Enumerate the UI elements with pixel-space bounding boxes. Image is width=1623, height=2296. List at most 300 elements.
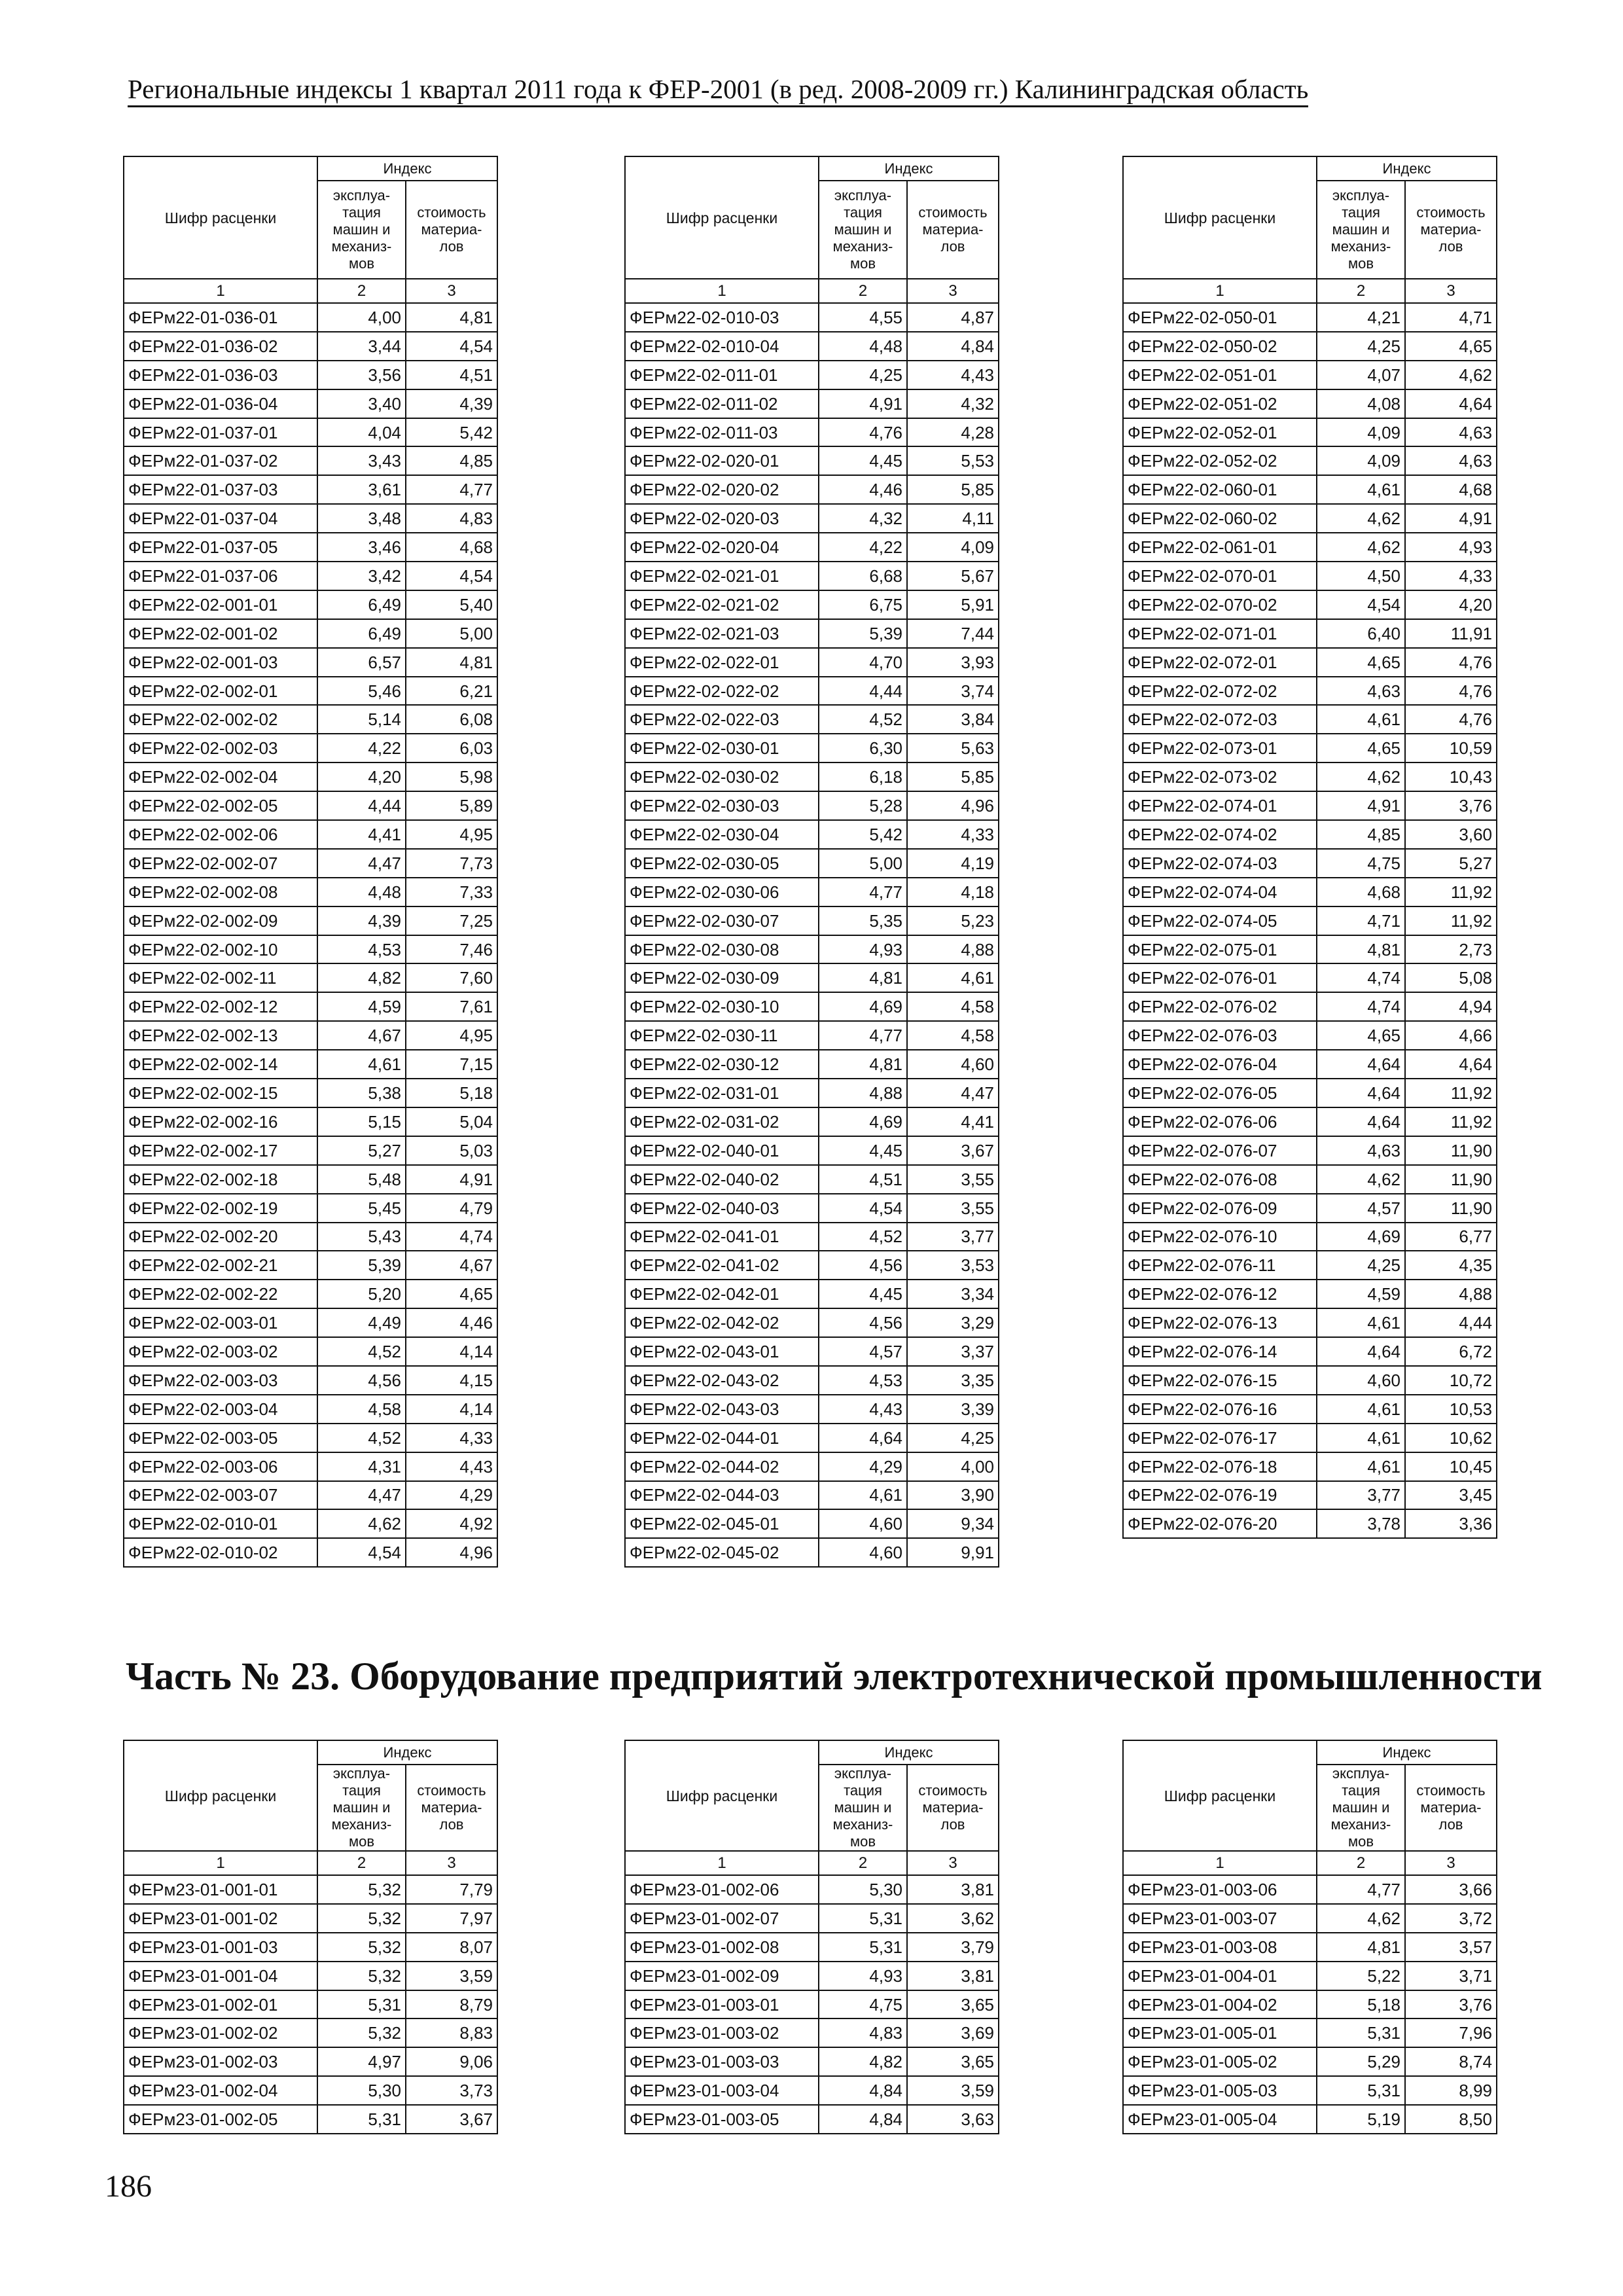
machines-index: 5,45 [317,1194,406,1223]
table-row [625,734,999,762]
rate-code: ФЕРм22-01-037-06 [124,562,317,590]
machines-index: 3,42 [317,562,406,590]
materials-index: 11,92 [1405,906,1497,935]
rate-code: ФЕРм22-02-022-01 [625,648,819,677]
table-row [625,1424,999,1452]
rate-code: ФЕРм22-02-030-04 [625,820,819,849]
machines-index: 4,07 [1317,361,1405,389]
table-row [625,1875,999,1904]
machines-index: 4,93 [819,1962,907,1990]
rate-code: ФЕРм22-02-074-05 [1123,906,1317,935]
machines-index: 4,97 [317,2047,406,2076]
table-row [1123,2105,1497,2134]
machines-header: эксплуа-тация машин и механиз-мов [819,181,907,279]
table-row [124,562,497,590]
materials-index: 3,81 [907,1875,999,1904]
table-row [625,303,999,332]
machines-index: 4,84 [819,2105,907,2134]
column-number: 2 [1317,279,1405,303]
rate-code: ФЕРм22-02-020-02 [625,475,819,504]
table-row [1123,677,1497,706]
table-row [625,791,999,820]
rate-code: ФЕРм22-02-044-01 [625,1424,819,1452]
table-row [625,446,999,475]
rate-code: ФЕРм23-01-003-01 [625,1990,819,2019]
table-row [625,1452,999,1481]
table-row [625,878,999,906]
machines-index: 4,81 [1317,935,1405,964]
machines-index: 4,75 [1317,849,1405,878]
materials-index: 3,55 [907,1165,999,1194]
table-row [124,2105,497,2134]
table-row [1123,1251,1497,1280]
table-row [1123,1308,1497,1337]
column-number: 2 [819,1851,907,1875]
rate-code: ФЕРм22-02-074-02 [1123,820,1317,849]
code-header: Шифр расценки [1123,1740,1317,1851]
rate-code: ФЕРм22-02-002-05 [124,791,317,820]
table-row [124,705,497,734]
table-row [1123,1990,1497,2019]
machines-index: 4,22 [819,533,907,562]
rate-code: ФЕРм22-02-030-12 [625,1050,819,1079]
rate-code: ФЕРм22-02-043-02 [625,1366,819,1395]
rate-code: ФЕРм22-02-070-02 [1123,590,1317,619]
table-row [625,1962,999,1990]
table-row [124,475,497,504]
machines-index: 4,44 [317,791,406,820]
materials-index: 4,81 [406,648,497,677]
machines-index: 4,29 [819,1452,907,1481]
column-number: 2 [819,279,907,303]
rate-code: ФЕРм23-01-002-07 [625,1904,819,1933]
materials-index: 4,95 [406,1021,497,1050]
machines-index: 4,67 [317,1021,406,1050]
rate-code: ФЕРм22-02-003-06 [124,1452,317,1481]
materials-index: 5,40 [406,590,497,619]
table-row [625,2105,999,2134]
materials-index: 5,04 [406,1107,497,1136]
materials-index: 4,44 [1405,1308,1497,1337]
materials-index: 4,64 [1405,1050,1497,1079]
table-row [124,2018,497,2047]
materials-index: 5,85 [907,475,999,504]
rate-code: ФЕРм22-02-074-01 [1123,791,1317,820]
machines-index: 4,69 [819,992,907,1021]
table-row [625,648,999,677]
materials-index: 4,76 [1405,648,1497,677]
materials-index: 4,71 [1405,303,1497,332]
materials-index: 6,72 [1405,1337,1497,1366]
machines-index: 5,19 [1317,2105,1405,2134]
table-row [625,1509,999,1538]
materials-index: 11,90 [1405,1165,1497,1194]
rate-code: ФЕРм22-02-040-03 [625,1194,819,1223]
machines-index: 4,53 [317,935,406,964]
materials-index: 3,65 [907,1990,999,2019]
column-number: 3 [406,1851,497,1875]
code-header: Шифр расценки [625,1740,819,1851]
machines-index: 5,32 [317,1904,406,1933]
machines-index: 4,56 [317,1366,406,1395]
materials-index: 3,35 [907,1366,999,1395]
materials-index: 4,58 [907,1021,999,1050]
materials-index: 2,73 [1405,935,1497,964]
machines-index: 4,56 [819,1308,907,1337]
rate-code: ФЕРм22-02-031-01 [625,1079,819,1107]
materials-index: 3,84 [907,705,999,734]
materials-index: 3,74 [907,677,999,706]
table-row [625,1136,999,1165]
machines-index: 4,82 [317,963,406,992]
rate-code: ФЕРм22-02-030-06 [625,878,819,906]
rate-code: ФЕРм22-02-073-01 [1123,734,1317,762]
rate-code: ФЕРм22-02-050-02 [1123,332,1317,361]
machines-index: 3,56 [317,361,406,389]
rate-code: ФЕРм22-02-002-20 [124,1223,317,1251]
table-row [1123,791,1497,820]
materials-index: 3,67 [907,1136,999,1165]
materials-index: 3,90 [907,1481,999,1510]
machines-index: 4,52 [317,1337,406,1366]
machines-index: 5,39 [819,619,907,648]
rate-code: ФЕРм22-02-002-15 [124,1079,317,1107]
table-row [1123,2018,1497,2047]
materials-index: 11,92 [1405,1079,1497,1107]
table-row [1123,361,1497,389]
machines-index: 4,61 [317,1050,406,1079]
table-row [124,590,497,619]
rate-code: ФЕРм22-02-022-02 [625,677,819,706]
index-header: Индекс [317,156,497,181]
column-number: 1 [124,1851,317,1875]
table-row [1123,562,1497,590]
table-row [1123,1107,1497,1136]
machines-index: 5,32 [317,1962,406,1990]
rate-code: ФЕРм22-02-072-02 [1123,677,1317,706]
materials-index: 3,55 [907,1194,999,1223]
table-row [124,1308,497,1337]
machines-index: 4,61 [1317,1452,1405,1481]
machines-index: 5,22 [1317,1962,1405,1990]
machines-index: 5,31 [317,2105,406,2134]
table-row [625,418,999,447]
rate-code: ФЕРм23-01-002-02 [124,2018,317,2047]
rate-code: ФЕРм22-02-042-01 [625,1280,819,1308]
table-row [124,1962,497,1990]
table-row [625,963,999,992]
table-row [124,820,497,849]
machines-index: 4,50 [1317,562,1405,590]
table-row [124,418,497,447]
table-row [625,332,999,361]
machines-index: 3,40 [317,389,406,418]
rate-code: ФЕРм22-02-070-01 [1123,562,1317,590]
table-row [625,533,999,562]
table-row [124,1538,497,1567]
table-row [1123,475,1497,504]
rate-code: ФЕРм22-02-076-20 [1123,1509,1317,1538]
machines-index: 5,27 [317,1136,406,1165]
rate-code: ФЕРм22-02-076-08 [1123,1165,1317,1194]
materials-index: 5,27 [1405,849,1497,878]
rate-code: ФЕРм22-02-002-21 [124,1251,317,1280]
materials-index: 3,66 [1405,1875,1497,1904]
materials-index: 5,67 [907,562,999,590]
table-row [1123,1136,1497,1165]
rate-code: ФЕРм23-01-005-02 [1123,2047,1317,2076]
table-row [1123,1280,1497,1308]
rate-code: ФЕРм22-02-050-01 [1123,303,1317,332]
machines-index: 4,09 [1317,446,1405,475]
materials-index: 4,28 [907,418,999,447]
rate-code: ФЕРм22-02-051-02 [1123,389,1317,418]
machines-index: 4,65 [1317,734,1405,762]
rate-code: ФЕРм22-02-076-04 [1123,1050,1317,1079]
rate-code: ФЕРм22-02-002-17 [124,1136,317,1165]
rate-code: ФЕРм22-02-040-02 [625,1165,819,1194]
section23-table-3 [1122,1740,1497,2134]
table-row [625,1933,999,1962]
materials-index: 11,90 [1405,1136,1497,1165]
machines-index: 5,38 [317,1079,406,1107]
machines-index: 4,58 [317,1395,406,1424]
rate-code: ФЕРм22-01-037-05 [124,533,317,562]
rate-code: ФЕРм23-01-005-03 [1123,2076,1317,2105]
machines-index: 3,43 [317,446,406,475]
table-row [1123,303,1497,332]
materials-index: 4,54 [406,562,497,590]
materials-index: 3,57 [1405,1933,1497,1962]
table-row [1123,648,1497,677]
machines-index: 5,43 [317,1223,406,1251]
machines-index: 4,61 [819,1481,907,1510]
table-row [124,1366,497,1395]
materials-index: 4,32 [907,389,999,418]
machines-index: 4,70 [819,648,907,677]
materials-header: стоимость материа-лов [1405,1765,1497,1851]
table-row [124,935,497,964]
rate-code: ФЕРм22-02-030-01 [625,734,819,762]
machines-index: 4,25 [1317,332,1405,361]
machines-index: 4,56 [819,1251,907,1280]
materials-header: стоимость материа-лов [907,181,999,279]
column-number: 2 [317,279,406,303]
table-row [124,1990,497,2019]
table-row [625,2018,999,2047]
machines-index: 4,47 [317,1481,406,1510]
rate-code: ФЕРм22-02-020-01 [625,446,819,475]
machines-index: 4,93 [819,935,907,964]
machines-index: 4,63 [1317,1136,1405,1165]
machines-index: 4,65 [1317,1021,1405,1050]
materials-header: стоимость материа-лов [907,1765,999,1851]
machines-index: 4,47 [317,849,406,878]
machines-index: 4,25 [819,361,907,389]
machines-index: 4,65 [1317,648,1405,677]
machines-index: 5,42 [819,820,907,849]
column-number: 2 [1317,1851,1405,1875]
materials-index: 7,60 [406,963,497,992]
machines-index: 4,60 [819,1509,907,1538]
materials-index: 7,96 [1405,2018,1497,2047]
materials-index: 10,53 [1405,1395,1497,1424]
table-row [1123,963,1497,992]
materials-index: 7,73 [406,849,497,878]
machines-index: 4,64 [1317,1050,1405,1079]
rate-code: ФЕРм22-02-021-02 [625,590,819,619]
materials-index: 4,46 [406,1308,497,1337]
materials-index: 4,63 [1405,446,1497,475]
table-row [124,1050,497,1079]
table-row [1123,1021,1497,1050]
table-row [1123,906,1497,935]
rate-code: ФЕРм22-02-061-01 [1123,533,1317,562]
machines-index: 4,91 [819,389,907,418]
table-row [124,389,497,418]
table-row [1123,1079,1497,1107]
table-row [124,1933,497,1962]
table-row [124,2076,497,2105]
materials-index: 4,88 [1405,1280,1497,1308]
machines-index: 5,30 [819,1875,907,1904]
rate-code: ФЕРм22-02-071-01 [1123,619,1317,648]
materials-index: 5,18 [406,1079,497,1107]
table-row [1123,2076,1497,2105]
table-row [124,332,497,361]
rate-code: ФЕРм22-01-036-01 [124,303,317,332]
materials-index: 4,92 [406,1509,497,1538]
rate-code: ФЕРм22-02-052-02 [1123,446,1317,475]
table-row [1123,504,1497,533]
rate-code: ФЕРм22-02-002-12 [124,992,317,1021]
materials-index: 3,71 [1405,1962,1497,1990]
table-row [625,762,999,791]
materials-index: 10,62 [1405,1424,1497,1452]
materials-index: 11,90 [1405,1194,1497,1223]
machines-index: 6,18 [819,762,907,791]
machines-index: 6,30 [819,734,907,762]
rate-code: ФЕРм23-01-005-04 [1123,2105,1317,2134]
materials-index: 10,43 [1405,762,1497,791]
rate-code: ФЕРм22-02-003-01 [124,1308,317,1337]
rate-code: ФЕРм22-02-051-01 [1123,361,1317,389]
rate-code: ФЕРм22-02-076-14 [1123,1337,1317,1366]
materials-index: 3,29 [907,1308,999,1337]
index-header: Индекс [819,1740,999,1765]
rate-code: ФЕРм22-02-076-07 [1123,1136,1317,1165]
materials-index: 3,34 [907,1280,999,1308]
machines-index: 4,08 [1317,389,1405,418]
table-row [1123,1194,1497,1223]
table-row [124,619,497,648]
machines-index: 4,54 [317,1538,406,1567]
materials-index: 5,89 [406,791,497,820]
machines-index: 5,39 [317,1251,406,1280]
materials-index: 8,74 [1405,2047,1497,2076]
rate-code: ФЕРм22-02-030-09 [625,963,819,992]
machines-index: 4,91 [1317,791,1405,820]
materials-index: 4,67 [406,1251,497,1280]
machines-index: 4,69 [1317,1223,1405,1251]
machines-index: 4,45 [819,1136,907,1165]
machines-index: 4,59 [317,992,406,1021]
rate-code: ФЕРм22-02-076-15 [1123,1366,1317,1395]
rate-code: ФЕРм22-02-076-19 [1123,1481,1317,1510]
machines-index: 4,82 [819,2047,907,2076]
table-row [625,1538,999,1567]
machines-index: 4,39 [317,906,406,935]
rate-code: ФЕРм22-02-076-09 [1123,1194,1317,1223]
machines-index: 4,62 [1317,762,1405,791]
materials-index: 10,72 [1405,1366,1497,1395]
rate-code: ФЕРм22-02-060-02 [1123,504,1317,533]
column-number: 1 [625,1851,819,1875]
materials-index: 4,84 [907,332,999,361]
table-row [625,1165,999,1194]
machines-index: 4,43 [819,1395,907,1424]
materials-index: 8,07 [406,1933,497,1962]
table-row [1123,734,1497,762]
rate-code: ФЕРм22-02-030-11 [625,1021,819,1050]
materials-index: 4,00 [907,1452,999,1481]
machines-index: 4,85 [1317,820,1405,849]
materials-index: 4,62 [1405,361,1497,389]
table-row [1123,1366,1497,1395]
materials-index: 11,91 [1405,619,1497,648]
materials-index: 6,77 [1405,1223,1497,1251]
rate-code: ФЕРм22-02-044-02 [625,1452,819,1481]
materials-index: 4,43 [406,1452,497,1481]
rate-code: ФЕРм22-01-036-02 [124,332,317,361]
rate-code: ФЕРм22-02-002-16 [124,1107,317,1136]
materials-index: 4,85 [406,446,497,475]
table-row [124,504,497,533]
materials-index: 4,15 [406,1366,497,1395]
table-row [625,935,999,964]
materials-index: 9,91 [907,1538,999,1567]
rate-code: ФЕРм22-02-073-02 [1123,762,1317,791]
machines-index: 4,84 [819,2076,907,2105]
machines-index: 5,15 [317,1107,406,1136]
machines-index: 4,52 [819,705,907,734]
machines-index: 5,46 [317,677,406,706]
rate-code: ФЕРм22-02-003-03 [124,1366,317,1395]
machines-index: 4,57 [1317,1194,1405,1223]
machines-index: 4,61 [1317,705,1405,734]
table-row [1123,418,1497,447]
materials-index: 7,15 [406,1050,497,1079]
code-header: Шифр расценки [124,156,317,279]
table-row [625,1050,999,1079]
rate-code: ФЕРм22-02-076-12 [1123,1280,1317,1308]
materials-index: 8,99 [1405,2076,1497,2105]
rate-code: ФЕРм22-02-030-05 [625,849,819,878]
materials-index: 3,67 [406,2105,497,2134]
section23-table-1 [123,1740,498,2134]
machines-index: 4,00 [317,303,406,332]
index-header: Индекс [317,1740,497,1765]
code-header: Шифр расценки [124,1740,317,1851]
materials-index: 4,93 [1405,533,1497,562]
machines-index: 4,48 [317,878,406,906]
machines-index: 4,54 [819,1194,907,1223]
rate-code: ФЕРм22-02-076-10 [1123,1223,1317,1251]
materials-index: 4,54 [406,332,497,361]
rate-code: ФЕРм22-02-010-04 [625,332,819,361]
column-number: 2 [317,1851,406,1875]
rate-code: ФЕРм22-02-002-22 [124,1280,317,1308]
